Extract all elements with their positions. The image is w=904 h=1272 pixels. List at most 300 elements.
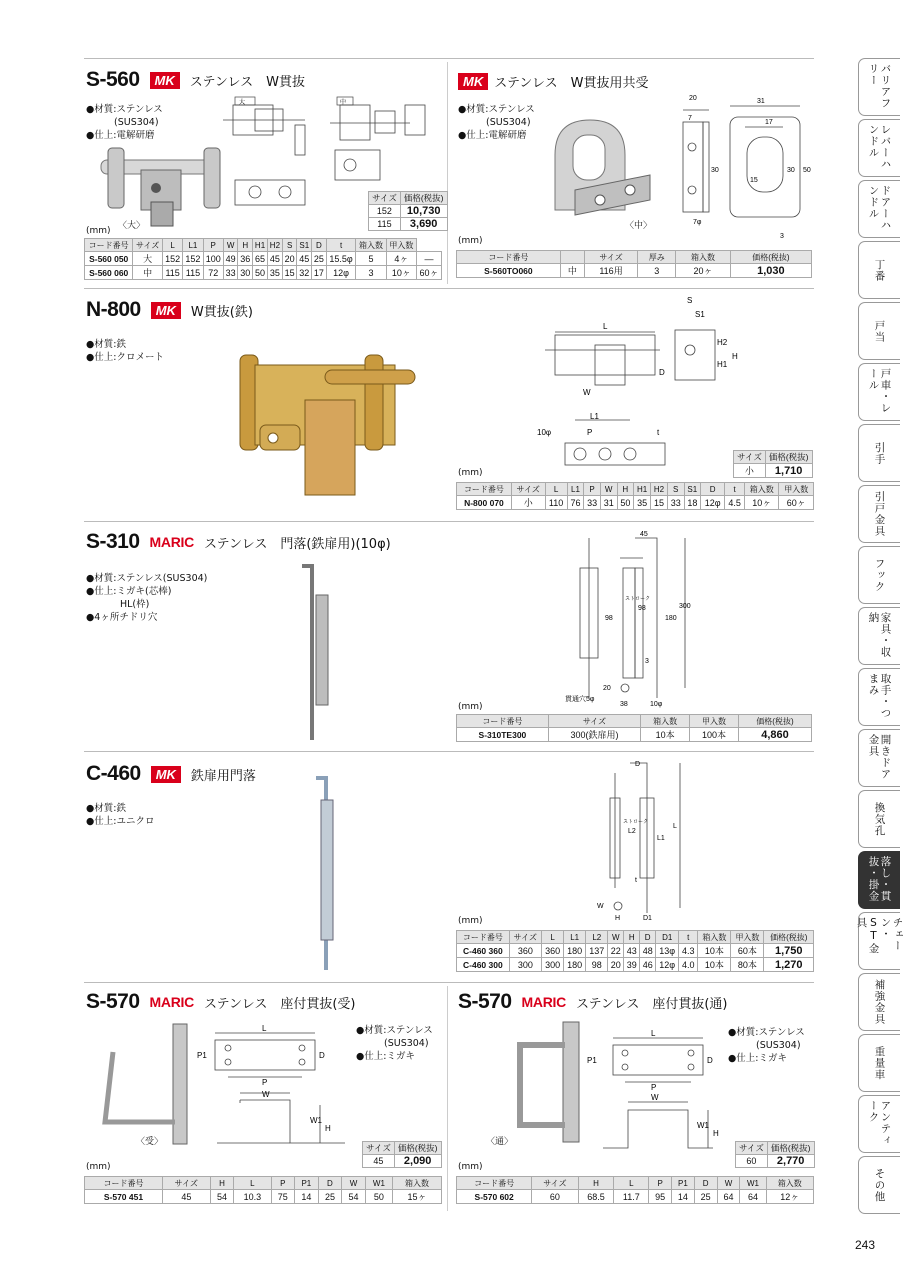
table-header-row [457,251,812,264]
dim-label: P1 [197,1051,207,1060]
dim-label: H [732,352,738,361]
s570b-table [456,1176,814,1204]
dim-label: H2 [717,338,728,347]
s570b-specs [728,1026,805,1065]
header-cell: P1 [672,1177,695,1190]
dim-label: 7φ [693,219,702,226]
cell: 360 [542,944,564,958]
dim-label: 貫通穴5φ [565,696,595,703]
dim-label: L1 [590,412,599,421]
cell: 12φ [701,496,725,510]
header-cell: 甲入数 [731,931,764,944]
cell: 48 [640,944,656,958]
spec: ●材質:鉄 [86,803,126,814]
header-cell: 甲入数 [386,239,416,252]
cell: 76 [567,496,584,510]
dim-label: ストローク [625,596,651,602]
header-cell: サイズ [584,251,637,264]
header-cell: サイズ [369,192,401,205]
tab-lever-handle[interactable]: レバーハンドル [858,119,900,177]
cell: 60本 [731,944,764,958]
brand-logo: MK [150,72,180,89]
cell: 中 [133,266,163,280]
product-title: ステンレス 座付貫抜(通) [575,996,728,1012]
tab-latch[interactable]: 落し・貫抜・掛金 [858,851,900,909]
s560to-diagram [675,92,815,242]
section-rule [84,288,814,289]
dim-label: t [657,428,660,437]
header-cell: 箱入数 [356,239,386,252]
cell: 20ヶ [676,264,730,278]
s570a-diagram [195,1025,355,1155]
header-cell: L [545,483,567,496]
cell: 1,030 [730,264,811,278]
dim-label: 300 [679,603,691,610]
header-cell: サイズ [548,715,640,728]
dim-label: 30 [787,167,795,174]
header-cell: H2 [267,239,282,252]
header-cell: P1 [295,1177,319,1190]
cell: 300 [509,958,541,972]
cell: 152 [163,252,183,266]
s560to-header [458,72,648,91]
dim-label: H1 [717,360,728,369]
cell: 300 [542,958,564,972]
header-cell: L [614,1177,649,1190]
cell: 1,270 [764,958,814,972]
price-size: 45 [363,1155,395,1168]
header-cell: D [640,931,656,944]
price-value: 1,710 [765,464,812,478]
cell: 大 [133,252,163,266]
header-cell: D [318,1177,342,1190]
header-cell: コード番号 [457,715,549,728]
cell: 15ヶ [392,1190,441,1204]
tab-hinge[interactable]: 丁番 [858,241,900,299]
table-header-row [457,1177,814,1190]
spec: ●仕上:ミガキ(芯棒) [86,586,172,597]
header-cell: H2 [651,483,668,496]
cell: 116用 [584,264,637,278]
n800-price-box [733,450,813,478]
product-title: ステンレス 座付貫抜(受) [203,996,356,1012]
cell: 15 [651,496,668,510]
cell: 45 [267,252,282,266]
cell: 1,750 [764,944,814,958]
product-title: 鉄扉用門落 [190,768,256,784]
header-cell: 価格(税抜) [394,1142,441,1155]
dim-label: 50 [803,167,811,174]
header-cell: t [326,239,356,252]
brand-logo: MK [151,766,181,783]
price-size: 60 [736,1155,768,1168]
dim-label: L [603,322,608,331]
dim-label: 30 [711,167,719,174]
cell: 10本 [698,944,731,958]
tab-barrier-free[interactable]: バリアフリー [858,58,900,116]
header-cell: 価格(税抜) [730,251,811,264]
table-row [457,496,814,510]
s560to-photo [545,115,660,225]
table-header-row [457,715,812,728]
cell: 10ヶ [386,266,416,280]
header-cell: D [312,239,327,252]
header-cell: サイズ [162,1177,210,1190]
dim-label: S [687,296,693,305]
photo-caption: 〈大〉 [118,221,146,231]
cell: 100 [203,252,223,266]
header-cell: L [234,1177,271,1190]
n800-photo [235,350,425,500]
cell: 12φ [656,958,679,972]
header-cell: サイズ [363,1142,395,1155]
product-code: S-570 [458,990,512,1013]
header-cell: サイズ [532,1177,578,1190]
cell: S-570 451 [85,1190,163,1204]
header-cell: 甲入数 [779,483,814,496]
header-cell: D1 [656,931,679,944]
s570a-photo [95,1022,195,1147]
cell: 36 [238,252,253,266]
cell: 25 [318,1190,342,1204]
cell: — [417,252,442,266]
dim-label: W [651,1093,659,1102]
cell: 14 [295,1190,319,1204]
header-cell: S [282,239,297,252]
tab-ventilation[interactable]: 換気孔 [858,790,900,848]
dim-label: H [713,1129,719,1138]
header-cell: P [584,483,601,496]
cell: S-310TE300 [457,728,549,742]
cell: 360 [509,944,541,958]
header-cell: 箱入数 [641,715,690,728]
header-cell: コード番号 [457,1177,532,1190]
divider [447,986,448,1211]
cell: 12φ [326,266,356,280]
dim-label: P1 [587,1056,597,1065]
dim-label: 180 [665,615,677,622]
cell: 5 [356,252,386,266]
spec: ●仕上:電解研磨 [458,130,527,141]
dim-label: D [707,1056,713,1065]
cell: 54 [342,1190,366,1204]
dim-label: 20 [603,685,611,692]
cell: 43 [624,944,640,958]
header-cell: コード番号 [85,239,133,252]
table-row [85,1190,442,1204]
product-code: S-570 [86,990,140,1013]
dim-label: 7 [688,115,692,122]
dim-label: L [673,823,677,830]
unit-label: (mm) [458,916,483,926]
dim-label: D [635,761,641,768]
dim-label: W1 [697,1121,709,1130]
s570a-header [86,990,355,1014]
price-value: 2,770 [767,1155,814,1168]
s570a-price-box [362,1141,442,1168]
cell: 11.7 [614,1190,649,1204]
dim-label: 17 [765,119,773,126]
spec: ●材質:ステンレス(SUS304) [86,573,208,584]
header-cell: P [649,1177,672,1190]
cell: 180 [564,958,586,972]
dim-label: 98 [638,605,646,612]
header-cell: 価格(税抜) [765,451,812,464]
header-cell: サイズ [736,1142,768,1155]
product-title: ステンレス 門落(鉄扉用)(10φ) [203,536,391,552]
spec: (SUS304) [756,1040,801,1051]
spec: (SUS304) [114,117,159,128]
tab-reinforcement[interactable]: 補強金具 [858,973,900,1031]
side-tabs [855,58,904,1217]
header-cell: サイズ [509,931,541,944]
cell: 46 [640,958,656,972]
cell: 10本 [641,728,690,742]
cell: 31 [600,496,617,510]
table-row [457,264,812,278]
unit-label: (mm) [458,1162,483,1172]
tab-furniture[interactable]: 家具・収納 [858,607,900,665]
cell: 100本 [690,728,739,742]
header-cell: コード番号 [457,251,561,264]
table-row [85,252,442,266]
dim-label: L1 [657,835,665,842]
spec: ●材質:ステンレス [86,104,163,115]
tab-hook[interactable]: フック [858,546,900,604]
tab-door-handle[interactable]: ドアーハンドル [858,180,900,238]
dim-label: D [319,1051,325,1060]
tab-antique[interactable]: アンティーク [858,1095,900,1153]
dim-label: 38 [620,701,628,708]
section-rule [84,751,814,752]
dim-label: 98 [605,615,613,622]
tab-knob[interactable]: 取手・つまみ [858,668,900,726]
product-title: ステンレス W貫抜用共受 [494,76,649,91]
dim-label: 20 [689,95,697,102]
header-cell: S [667,483,684,496]
cell: 80本 [731,958,764,972]
dim-label: ストローク [623,819,649,825]
product-code: S-310 [86,530,140,553]
s310-specs [86,572,207,624]
brand-logo: MARIC [149,534,194,550]
brand-logo: MK [151,302,181,319]
header-cell: S1 [297,239,312,252]
cell: C-460 300 [457,958,510,972]
dim-label: t [635,877,637,884]
header-cell: 厚み [638,251,676,264]
header-cell: S1 [684,483,701,496]
s570b-diagram [583,1030,733,1155]
header-cell [560,251,584,264]
c460-diagram [595,758,705,923]
cell: 75 [271,1190,295,1204]
cell: 60ヶ [417,266,442,280]
header-cell: W [600,483,617,496]
dim-label: P [651,1083,657,1092]
dim-label: D1 [643,915,652,922]
spec: ●仕上:ミガキ [356,1051,415,1062]
s560to-table [456,250,812,278]
dim-label: W1 [310,1116,322,1125]
c460-header [86,762,256,786]
photo-caption: 〈通〉 [486,1137,514,1147]
dim-label: D [659,368,665,377]
spec: HL(枠) [120,599,150,610]
unit-label: (mm) [86,1162,111,1172]
tab-sliding-door[interactable]: 引戸金具 [858,485,900,543]
brand-logo: MK [458,73,488,90]
cell: 45 [297,252,312,266]
s310-photo [298,560,338,745]
cell: 39 [624,958,640,972]
cell: S-570 602 [457,1190,532,1204]
dim-label: P [262,1078,268,1087]
cell: C-460 360 [457,944,510,958]
header-cell: 価格(税抜) [767,1142,814,1155]
cell: 68.5 [578,1190,614,1204]
dim-label: 10φ [537,428,552,437]
header-cell: H1 [634,483,651,496]
cell: 中 [560,264,584,278]
cell: 95 [649,1190,672,1204]
header-cell: 箱入数 [766,1177,813,1190]
cell: 10.3 [234,1190,271,1204]
cell: 300(鉄扉用) [548,728,640,742]
cell: 33 [584,496,601,510]
spec: ●材質:ステンレス [356,1025,433,1036]
table-header-row [457,931,814,944]
spec: ●仕上:ユニクロ [86,816,155,827]
cell: 35 [267,266,282,280]
tab-door-stop[interactable]: 戸当 [858,302,900,360]
c460-photo [312,770,352,975]
header-cell: D [694,1177,717,1190]
header-cell: P [271,1177,295,1190]
header-cell: W [223,239,238,252]
header-cell: H1 [253,239,268,252]
s570b-header [458,990,727,1014]
cell: 13φ [656,944,679,958]
price-value: 10,730 [400,205,447,218]
dim-label: 31 [757,98,765,105]
header-cell: 価格(税抜) [400,192,447,205]
tab-pull[interactable]: 引手 [858,424,900,482]
s570a-specs [356,1024,433,1063]
cell: 3 [638,264,676,278]
header-cell: W [717,1177,740,1190]
s310-diagram [565,528,705,713]
cell: 32 [297,266,312,280]
s560-header [86,68,305,92]
cell: 33 [667,496,684,510]
dim-label: H [325,1124,331,1133]
header-cell: t [725,483,745,496]
cell: 4.0 [679,958,698,972]
price-value: 2,090 [394,1155,441,1168]
cell: 180 [564,944,586,958]
n800-header [86,298,253,322]
n800-diagram [535,295,745,485]
header-cell: 箱入数 [744,483,778,496]
product-code: C-460 [86,762,141,785]
cell: 25 [312,252,327,266]
cell: 10ヶ [744,496,778,510]
spec: ●材質:ステンレス [728,1027,805,1038]
unit-label: (mm) [458,236,483,246]
header-cell: H [624,931,640,944]
s570a-table [84,1176,442,1204]
s560-specs [86,103,163,142]
header-cell: コード番号 [457,483,512,496]
price-value: 3,690 [400,218,447,231]
tab-swing-door[interactable]: 開きドア金具 [858,729,900,787]
s570b-price-box [735,1141,815,1168]
dim-label: W [262,1090,270,1099]
unit-label: (mm) [458,702,483,712]
cell: 17 [312,266,327,280]
unit-label: (mm) [86,226,111,236]
spec: ●仕上:ミガキ [728,1053,787,1064]
product-code: N-800 [86,298,141,321]
header-cell: 箱入数 [676,251,730,264]
tab-chain[interactable]: チェーン・ST金具 [858,912,900,970]
header-cell: W1 [365,1177,392,1190]
header-cell: 箱入数 [698,931,731,944]
cell: 20 [608,958,624,972]
header-cell: H [210,1177,234,1190]
header-cell: サイズ [511,483,545,496]
product-title: W貫抜(鉄) [190,304,253,320]
table-row [457,958,814,972]
dim-label: L [262,1024,267,1033]
s570b-photo [505,1020,585,1145]
tab-door-roller[interactable]: 戸車・レール [858,363,900,421]
section-rule [84,521,814,522]
price-size: 115 [369,218,401,231]
table-row [457,944,814,958]
cell: 35 [634,496,651,510]
cell: 20 [282,252,297,266]
product-title: ステンレス W貫抜 [189,74,305,90]
cell: 98 [586,958,608,972]
header-cell: サイズ [734,451,766,464]
tab-heavy-caster[interactable]: 重量車 [858,1034,900,1092]
cell: S-560TO060 [457,264,561,278]
dim-label: 45 [640,531,648,538]
cell: 50 [617,496,634,510]
cell: 64 [717,1190,740,1204]
cell: 64 [740,1190,766,1204]
cell: 22 [608,944,624,958]
unit-label: (mm) [458,468,483,478]
dim-label: S1 [695,310,705,319]
header-cell: 価格(税抜) [738,715,811,728]
n800-specs [86,338,164,364]
tab-other[interactable]: その他 [858,1156,900,1214]
table-row [85,266,442,280]
dim-label: 3 [645,658,649,665]
s560-photo [96,140,226,230]
header-cell: H [617,483,634,496]
header-cell: W [608,931,624,944]
header-cell: D [701,483,725,496]
table-header-row [85,1177,442,1190]
header-cell: 甲入数 [690,715,739,728]
dim-label: 10φ [650,701,663,708]
page-number: 243 [855,1238,876,1252]
header-cell: サイズ [133,239,163,252]
